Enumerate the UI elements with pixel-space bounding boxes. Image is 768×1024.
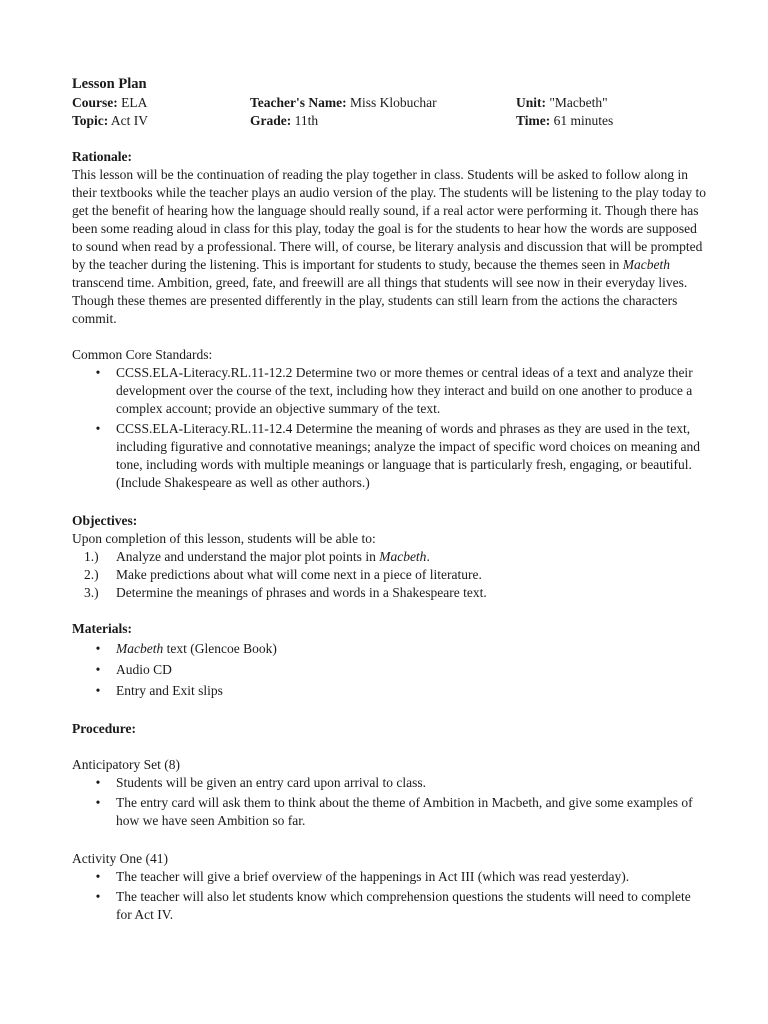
list-item — [72, 566, 708, 584]
time-label: Time: — [516, 113, 551, 128]
list-item — [72, 548, 708, 566]
anticipatory-set-title: Anticipatory Set (8) — [72, 757, 180, 772]
time-value: 61 minutes — [553, 113, 614, 128]
materials-heading: Materials: — [72, 621, 132, 636]
list-item — [72, 661, 708, 679]
material-italic: Macbeth — [116, 641, 164, 656]
objectives-intro: Upon completion of this lesson, students will be able to: — [72, 531, 376, 546]
list-item — [72, 364, 708, 418]
objective-number: 3.) — [84, 585, 99, 600]
list-item — [72, 888, 708, 924]
list-item — [72, 420, 708, 492]
activity-one-title: Activity One (41) — [72, 851, 168, 866]
bullet-icon: • — [95, 683, 101, 698]
topic-field — [72, 112, 250, 130]
rationale-text-italic: Macbeth — [622, 257, 670, 272]
procedure-text: Students will be given an entry card upon arrival to class. — [116, 775, 427, 790]
grade-field — [250, 112, 516, 130]
unit-label: Unit: — [516, 95, 546, 110]
rationale-text-part2: transcend time. Ambition, greed, fate, and freewill are all things that students will see now in their everyday lives. Though these themes are presented differently in the play, students can still learn from the actions the characters commit. — [72, 275, 688, 326]
material-text: text (Glencoe Book) — [163, 641, 277, 656]
anticipatory-list — [72, 774, 708, 830]
list-item — [72, 794, 708, 830]
topic-label: Topic: — [72, 113, 109, 128]
procedure-text: The entry card will ask them to think about the theme of Ambition in Macbeth, and give some examples of how we have seen Ambition so far. — [116, 795, 693, 828]
bullet-icon: • — [95, 641, 101, 656]
bullet-icon: • — [95, 365, 101, 380]
objective-text: Make predictions about what will come next in a piece of literature. — [116, 567, 482, 582]
procedure-text: The teacher will also let students know which comprehension questions the students will need to complete for Act IV. — [116, 889, 691, 922]
procedure-heading: Procedure: — [72, 721, 136, 736]
teacher-value: Miss Klobuchar — [349, 95, 437, 110]
bullet-icon: • — [95, 889, 101, 904]
rationale-heading: Rationale: — [72, 149, 132, 164]
list-item — [72, 774, 708, 792]
header-row-2 — [72, 112, 708, 130]
objective-text: Analyze and understand the major plot points in — [116, 549, 380, 564]
unit-value: "Macbeth" — [549, 95, 608, 110]
header-row-1 — [72, 94, 708, 112]
unit-field — [516, 94, 708, 112]
standard-text: CCSS.ELA-Literacy.RL.11-12.2 Determine two or more themes or central ideas of a text and analyze their development over the course of the text, including how they interact and build on one another to produce a complex account; provide an objective summary of the text. — [116, 365, 693, 416]
teacher-field — [250, 94, 516, 112]
list-item — [72, 682, 708, 700]
course-field — [72, 94, 250, 112]
standards-list — [72, 364, 708, 492]
objective-after: . — [426, 549, 430, 564]
rationale-text — [72, 166, 708, 328]
topic-value: Act IV — [110, 113, 149, 128]
objectives-heading: Objectives: — [72, 513, 138, 528]
material-text: Audio CD — [116, 662, 172, 677]
grade-label: Grade: — [250, 113, 292, 128]
document-title: Lesson Plan — [72, 76, 147, 92]
standards-heading: Common Core Standards: — [72, 347, 213, 362]
bullet-icon: • — [95, 795, 101, 810]
time-field — [516, 112, 708, 130]
course-value: ELA — [121, 95, 148, 110]
objective-number: 2.) — [84, 567, 99, 582]
grade-value: 11th — [294, 113, 319, 128]
bullet-icon: • — [95, 775, 101, 790]
objective-text: Determine the meanings of phrases and words in a Shakespeare text. — [116, 585, 487, 600]
list-item — [72, 640, 708, 658]
objective-number: 1.) — [84, 549, 99, 564]
standard-text: CCSS.ELA-Literacy.RL.11-12.4 Determine the meaning of words and phrases as they are used in the text, including figurative and connotative meanings; analyze the impact of specific word choices on meaning and tone, including words with multiple meanings or language that is particularly fresh, engaging, or beautiful. (Include Shakespeare as well as other authors.) — [116, 421, 701, 490]
material-text: Entry and Exit slips — [116, 683, 223, 698]
list-item — [72, 584, 708, 602]
rationale-text-part1: This lesson will be the continuation of reading the play together in class. Students will be asked to follow along in their textbooks while the teacher plays an audio version of the play. The students will be listening to the play today to get the benefit of hearing how the language should really sound, if a real actor were performing it. Though there has been some reading aloud in class for this play, today the goal is for the students to hear how the words are supposed to sound when read by a professional. There will, of course, be literary analysis and discussion that will be prompted by the teacher during the listening. This is important for students to study, because the themes seen in — [72, 167, 706, 272]
objectives-list — [72, 548, 708, 602]
materials-list — [72, 640, 708, 700]
activity-one-list — [72, 868, 708, 924]
objective-italic: Macbeth — [379, 549, 427, 564]
course-label: Course: — [72, 95, 118, 110]
bullet-icon: • — [95, 421, 101, 436]
list-item — [72, 868, 708, 886]
teacher-label: Teacher's Name: — [250, 95, 347, 110]
bullet-icon: • — [95, 662, 101, 677]
procedure-text: The teacher will give a brief overview of the happenings in Act III (which was read yesterday). — [116, 869, 630, 884]
bullet-icon: • — [95, 869, 101, 884]
